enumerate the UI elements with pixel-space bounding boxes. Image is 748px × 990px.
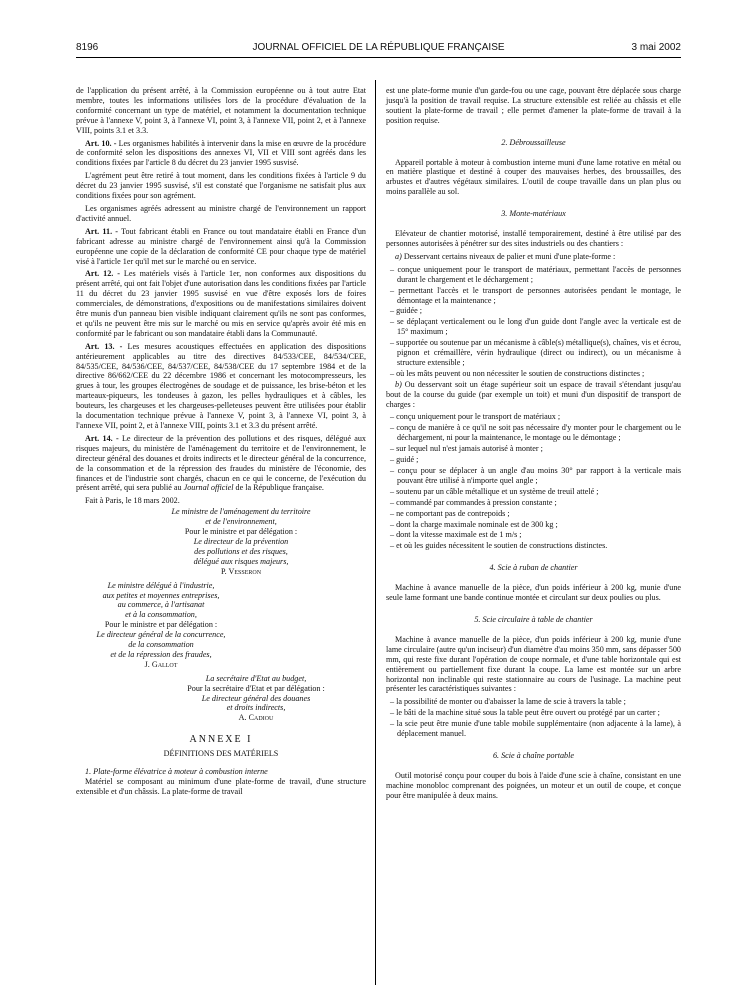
page-number: 8196 [76, 42, 99, 53]
section-3-text: Elévateur de chantier motorisé, installé temporairement, destiné à être utilisé par des personnes autorisées à pénétrer sur des sites industriels ou des chantiers : [386, 229, 681, 248]
section-3b-list [386, 412, 681, 551]
list-item: – dont la vitesse maximale est de 1 m/s ; [390, 530, 522, 540]
section-2-title: 2. Débroussailleuse [501, 137, 566, 147]
place-date: Fait à Paris, le 18 mars 2002. [85, 496, 180, 506]
list-item: – permettant l'accès et le transport de personnes autorisées pendant le montage, le démontage et la maintenance ; [390, 285, 681, 305]
article-12: Art. 12. - Les matériels visés à l'article 1er, non conformes aux dispositions du présent arrêté, qui ont fait l'objet d'une autorisation dans les conditions fixées par l'article 11 du décret du 23 janvier 1995 susvisé en vue d'être exposés lors de foires commerciales, de démonstrations, d'expositions ou de manifestations similaires doivent être munis d'un panneau bien visible indiquant clairement qu'ils ne sont pas conformes, et qu'ils ne peuvent être mis sur le marché ou mis en service qu'après avoir été mis en conformité par le fabricant ou son mandataire établi dans la Communauté. [76, 269, 366, 338]
annex-heading: ANNEXE I [189, 734, 253, 746]
section-3a: a) Desservant certains niveaux de palier et muni d'une plate-forme : [395, 251, 616, 261]
section-5-text: Machine à avance manuelle de la pièce, d'un poids inférieur à 200 kg, munie d'une lame circulaire (autre qu'un inciseur) d'un diamètre d'au moins 350 mm, sans dépasser 500 mm, qui reste fixe durant l'opération de coupe normale, et d'une table horizontale qui est entièrement ou partiellement fixe durant la coupe. La lame est montée sur un arbre horizontal non inclinable qui reste stationnaire au cours de l'usinage. La machine peut présenter les caractéristiques suivantes : [386, 634, 681, 694]
list-item: – conçu pour se déplacer à un angle d'au moins 30° par rapport à la verticale mais pouvant être utilisé à n'importe quel angle ; [390, 466, 681, 485]
signatory-name: A. Cadiou [238, 713, 274, 723]
list-item: – supportée ou soutenue par un mécanisme à câble(s) métallique(s), chaînes, vis et écrou, pignon et crémaillère, vérin hydraulique (direct ou indirect), ou un mécanisme à structure extensible ; [390, 338, 681, 367]
section-5-list [386, 697, 681, 739]
list-item: – le bâti de la machine situé sous la table peut être ouvert ou protégé par un carter ; [390, 708, 660, 718]
section-5-title: 5. Scie circulaire à table de chantier [474, 614, 593, 624]
article-10-paragraph-2: L'agrément peut être retiré à tout moment, dans les conditions fixées à l'article 9 du décret du 23 janvier 1995 susvisé, s'il est constaté que l'organisme ne satisfait plus aux conditions fixées pour son agrément. [76, 171, 366, 201]
article-label: Art. 10. - [85, 138, 117, 148]
item-1-continued: est une plate-forme munie d'un garde-fou ou une cage, pouvant être déplacée sous charge jusqu'à la position de travail requise. La structure extensible est reliée au châssis et elle soutient la plate-forme de travail ; elle permet d'amener la plate-forme de travail à la position requise. [386, 86, 681, 125]
issue-date: 3 mai 2002 [631, 42, 681, 53]
list-item: – où les mâts peuvent ou non nécessiter le soutien de constructions distinctes ; [390, 368, 645, 378]
article-10: Art. 10. - Les organismes habilités à intervenir dans la mise en œuvre de la procédure de conformité selon les dispositions des annexes VI, VII et VIII sont agréés dans les conditions fixées par l'article 8 du décret du 23 janvier 1995 susvisé. [76, 138, 367, 168]
list-item: – la scie peut être munie d'une table mobile supplémentaire (non adjacente à la lame), à déplacement manuel. [390, 719, 681, 739]
list-item: – conçue uniquement pour le transport de matériaux, permettant l'accès de personnes durant le chargement et le déchargement ; [390, 264, 681, 284]
section-3-title: 3. Monte-matériaux [501, 209, 566, 219]
signature-block-industry: Le ministre délégué à l'industrie, aux petites et moyennes entreprises, au commerce, à l'artisanat et à la consommation, Pour le ministre et par délégation : Le directeur général de la concurrence, de la consommation et de la répression des fraudes, J. Gallot [76, 581, 246, 670]
list-item: – ne comportant pas de contrepoids ; [390, 508, 510, 518]
page-header [76, 42, 681, 56]
section-3b: b) Ou desservant soit un étage supérieur soit un espace de travail s'étendant jusqu'au bout de la course du guide (par exemple un toit) et muni d'un dispositif de transport de charges : [386, 379, 681, 409]
header-rule [76, 57, 681, 58]
signatory-name: J. Gallot [144, 659, 178, 669]
list-item: – sur lequel nul n'est jamais autorisé à monter ; [390, 444, 543, 454]
list-item: – conçu uniquement pour le transport de matériaux ; [390, 412, 561, 422]
signature-block-budget: La secrétaire d'Etat au budget, Pour la secrétaire d'Etat et par délégation : Le directeur général des douanes et droits indirects, A. Cadiou [146, 674, 366, 724]
article-label: Art. 12. - [85, 269, 120, 279]
section-3a-list [386, 265, 681, 379]
list-item: – guidé ; [390, 455, 419, 465]
section-4-text: Machine à avance manuelle de la pièce, d'un poids inférieur à 200 kg, munie d'une seule lame formant une bande continue montée et circulant sur deux poulies ou plus. [386, 583, 681, 603]
list-item: – soutenu par un câble métallique et un système de treuil attelé ; [390, 486, 599, 496]
section-4-title: 4. Scie à ruban de chantier [489, 563, 578, 573]
journal-title: JOURNAL OFFICIEL DE LA RÉPUBLIQUE FRANÇAISE [252, 42, 505, 53]
article-label: Art. 11. - [85, 226, 119, 236]
list-item: – conçu de manière à ce qu'il ne soit pas nécessaire d'y monter pour le chargement ou le déchargement, ni pour la maintenance, le montage ou le démontage ; [390, 423, 681, 443]
article-13: Art. 13. - Les mesures acoustiques effectuées en application des dispositions antérieurement applicables au titre des directives 84/533/CEE, 84/534/CEE, 84/535/CEE, 84/536/CEE, 84/537/CEE, 84/538/CEE du 17 septembre 1984 et de la directive 86/662/CEE du 22 décembre 1986 et concernant les motocompresseurs, les grues à tour, les groupes électrogènes de soudage et de puissance, les brise-béton et les marteaux-piqueurs, les tondeuses à gazon, les pelles hydrauliques et à câbles, les bouteurs, les chargeuses et les chargeuses-pelleteuses peuvent être utilisées pour établir la documentation technique prévue à l'annexe V, point 3, à l'annexe VI, point 3, à l'annexe VII, point 2, et à l'annexe VIII, points 3.1 et 3.3 du présent arrêté. [76, 341, 367, 430]
list-item: – se déplaçant verticalement ou le long d'un guide dont l'angle avec la verticale est de 15° maximum ; [390, 317, 681, 337]
item-1-text: Matériel se composant au minimum d'une plate-forme de travail, d'une structure extensible et d'un châssis. La plate-forme de travail [76, 777, 366, 796]
signatory-name: P. Vesseron [220, 566, 262, 576]
article-14: Art. 14. - Le directeur de la prévention des pollutions et des risques, délégué aux risques majeurs, du ministère de l'aménagement du territoire et de l'environnement, le directeur général des douanes et droits indirects et le directeur général de la concurrence, de la consommation et de la répression des fraudes du ministère de l'économie, des finances et de l'industrie sont chargés, chacun en ce qui le concerne, de l'exécution du présent arrêté, qui sera publié au Journal officiel de la République française. [76, 433, 366, 493]
signature-block-environment: Le ministre de l'aménagement du territoire et de l'environnement, Pour le ministre et par délégation : Le directeur de la prévention des pollutions et des risques, délégué aux risques majeurs, P. Vesseron [116, 507, 366, 576]
intro-paragraph: de l'application du présent arrêté, à la Commission européenne ou à tout autre Etat membre, toutes les informations utilisées lors de la procédure d'évaluation de la conformité concernant un type de matériel, et notamment la documentation technique prévue à l'annexe V, point 3, à l'annexe VI, point 3, à l'annexe VII, point 2, et à l'annexe VIII, points 3.1 et 3.3. [76, 86, 366, 135]
article-label: Art. 13. - [85, 341, 123, 351]
item-1-title: 1. Plate-forme élévatrice à moteur à combustion interne [85, 767, 268, 777]
section-6-title: 6. Scie à chaîne portable [492, 750, 574, 760]
section-2-text: Appareil portable à moteur à combustion interne muni d'une lame rotative en métal ou en matière plastique et destiné à couper des mauvaises herbes, des broussailles, des arbustes et d'autres végétaux similaires. L'outil de coupe travaille dans un plan plus ou moins parallèle au sol. [386, 157, 681, 197]
definitions-heading: DÉFINITIONS DES MATÉRIELS [163, 749, 279, 759]
list-item: – commandé par commandes à pression constante ; [390, 497, 557, 507]
section-6-text: Outil motorisé conçu pour couper du bois à l'aide d'une scie à chaîne, consistant en une machine monobloc comprenant des poignées, un moteur et un outil de coupe, et conçue pour être manipulée à deux mains. [386, 770, 681, 800]
right-column [386, 86, 681, 804]
column-divider [375, 80, 376, 985]
list-item: – dont la charge maximale nominale est de 300 kg ; [390, 519, 558, 529]
article-10-paragraph-3: Les organismes agréés adressent au ministre chargé de l'environnement un rapport d'activité annuel. [76, 203, 366, 223]
list-item: – et où les guides nécessitent le soutien de constructions distinctes. [390, 541, 608, 551]
article-11: Art. 11. - Tout fabricant établi en France ou tout mandataire établi en France d'un fabricant adresse au ministre chargé de l'environnement ainsi qu'à la Commission européenne une copie de la déclaration de conformité CE pour chaque type de matériel visé à l'article 1er qu'il met sur le marché ou en service. [76, 226, 366, 266]
list-item: – la possibilité de monter ou d'abaisser la lame de scie à travers la table ; [390, 697, 626, 707]
article-label: Art. 14. - [85, 433, 119, 443]
list-item: – guidée ; [390, 306, 423, 316]
left-column [76, 86, 366, 800]
